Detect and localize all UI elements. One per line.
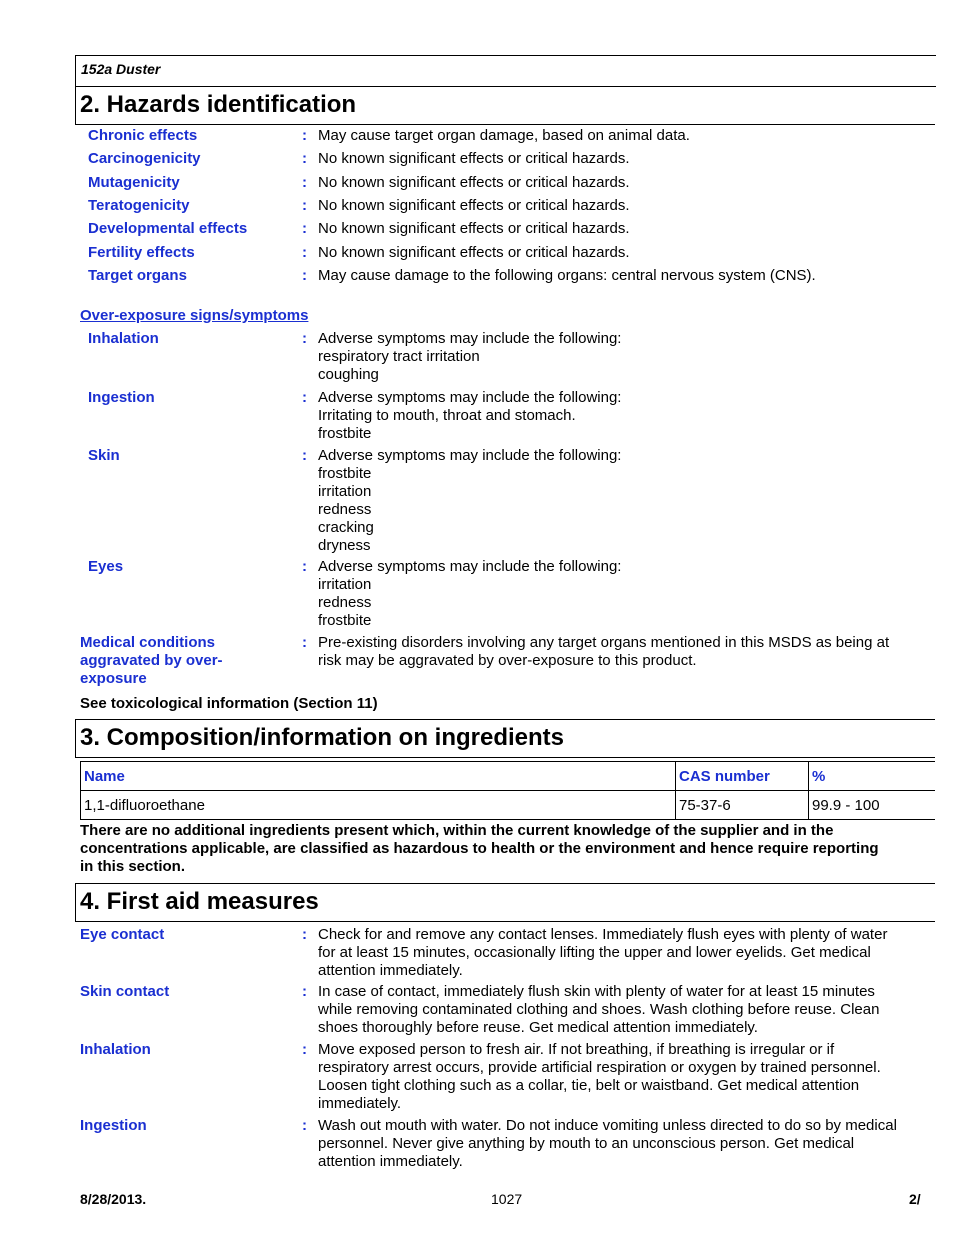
- symptom-line: dryness: [318, 537, 371, 554]
- colon: :: [302, 220, 307, 237]
- colon: :: [302, 197, 307, 214]
- section-4-title: 4. First aid measures: [80, 888, 319, 915]
- symptom-label-ingestion: Ingestion: [88, 389, 155, 406]
- first-aid-text: [318, 983, 928, 1037]
- symptom-line: Irritating to mouth, throat and stomach.: [318, 407, 576, 424]
- first-aid-text: [318, 926, 928, 980]
- colon: :: [302, 174, 307, 191]
- ingredients-note: [80, 822, 879, 876]
- colon: :: [302, 983, 307, 1000]
- col-percent: %: [809, 762, 936, 791]
- col-name: Name: [81, 762, 676, 791]
- symptom-line: frostbite: [318, 425, 372, 442]
- col-cas: CAS number: [676, 762, 809, 791]
- effect-label: Chronic effects: [88, 127, 198, 144]
- product-name: 152a Duster: [81, 61, 161, 77]
- first-aid-label-ingestion: Ingestion: [80, 1117, 147, 1134]
- colon: :: [302, 1117, 307, 1134]
- symptom-lines: [318, 330, 928, 384]
- symptom-lines: [318, 389, 928, 443]
- footer-page: 2/: [909, 1191, 921, 1207]
- overexposure-heading[interactable]: Over-exposure signs/symptoms: [80, 307, 309, 324]
- symptom-line: redness: [318, 501, 372, 518]
- symptom-line: irritation: [318, 483, 372, 500]
- symptom-label-inhalation: Inhalation: [88, 330, 159, 347]
- effect-value: No known significant effects or critical hazards.: [318, 220, 630, 237]
- colon: :: [302, 127, 307, 144]
- text-line: Wash out mouth with water. Do not induce vomiting unless directed to do so by medical: [318, 1117, 897, 1134]
- footer-number: 1027: [491, 1191, 523, 1207]
- colon: :: [302, 447, 307, 464]
- value-line: Pre-existing disorders involving any target organs mentioned in this MSDS as being at: [318, 634, 890, 651]
- table-row: [81, 791, 936, 820]
- text-line: shoes thoroughly before reuse. Get medical attention immediately.: [318, 1019, 758, 1036]
- colon: :: [302, 1041, 307, 1058]
- medical-conditions-value: [318, 634, 928, 670]
- cell-cas: 75-37-6: [676, 791, 809, 820]
- text-line: In case of contact, immediately flush skin with plenty of water for at least 15 minutes: [318, 983, 875, 1000]
- symptom-label-skin: Skin: [88, 447, 120, 464]
- first-aid-label-eye: Eye contact: [80, 926, 165, 943]
- colon: :: [302, 389, 307, 406]
- text-line: immediately.: [318, 1095, 402, 1112]
- footer-date: 8/28/2013.: [80, 1191, 147, 1207]
- text-line: Check for and remove any contact lenses. Immediately flush eyes with plenty of water: [318, 926, 888, 943]
- symptom-line: irritation: [318, 576, 372, 593]
- effect-label: Developmental effects: [88, 220, 248, 237]
- note-line: concentrations applicable, are classified as hazardous to health or the environment and hence require reporting: [80, 840, 879, 857]
- colon: :: [302, 330, 307, 347]
- note-line: in this section.: [80, 858, 186, 875]
- text-line: Loosen tight clothing such as a collar, tie, belt or waistband. Get medical attention: [318, 1077, 860, 1094]
- effect-label: Carcinogenicity: [88, 150, 201, 167]
- first-aid-text: [318, 1041, 928, 1113]
- first-aid-label-skin: Skin contact: [80, 983, 170, 1000]
- colon: :: [302, 634, 307, 651]
- text-line: for at least 15 minutes, occasionally lifting the upper and lower eyelids. Get medical: [318, 944, 871, 961]
- table-header-row: [81, 762, 936, 791]
- effect-label: Fertility effects: [88, 244, 195, 261]
- ingredients-table: [80, 761, 935, 820]
- symptom-lines: [318, 447, 928, 555]
- cell-percent: 99.9 - 100: [809, 791, 936, 820]
- symptom-label-eyes: Eyes: [88, 558, 124, 575]
- label-line: exposure: [80, 670, 147, 687]
- see-tox-note: See toxicological information (Section 11): [80, 695, 378, 712]
- symptom-line: Adverse symptoms may include the following:: [318, 558, 622, 575]
- symptom-line: frostbite: [318, 465, 372, 482]
- symptom-lines: [318, 558, 928, 630]
- value-line: risk may be aggravated by over-exposure to this product.: [318, 652, 697, 669]
- symptom-line: cracking: [318, 519, 374, 536]
- first-aid-label-inhalation: Inhalation: [80, 1041, 151, 1058]
- effect-value: May cause target organ damage, based on animal data.: [318, 127, 690, 144]
- effect-value: No known significant effects or critical hazards.: [318, 174, 630, 191]
- symptom-line: frostbite: [318, 612, 372, 629]
- cell-name: 1,1-difluoroethane: [81, 791, 676, 820]
- colon: :: [302, 558, 307, 575]
- text-line: respiratory arrest occurs, provide artificial respiration or oxygen by trained personnel.: [318, 1059, 881, 1076]
- symptom-line: redness: [318, 594, 372, 611]
- symptom-line: Adverse symptoms may include the following:: [318, 389, 622, 406]
- effect-value: No known significant effects or critical hazards.: [318, 150, 630, 167]
- colon: :: [302, 267, 307, 284]
- effect-label: Target organs: [88, 267, 187, 284]
- effect-label: Teratogenicity: [88, 197, 190, 214]
- medical-conditions-label: [80, 634, 223, 688]
- text-line: attention immediately.: [318, 1153, 463, 1170]
- text-line: attention immediately.: [318, 962, 463, 979]
- note-line: There are no additional ingredients present which, within the current knowledge of the supplier and in the: [80, 822, 834, 839]
- symptom-line: Adverse symptoms may include the following:: [318, 330, 622, 347]
- label-line: Medical conditions: [80, 634, 216, 651]
- section-2-title-bar: [75, 86, 935, 125]
- effect-value: May cause damage to the following organs: central nervous system (CNS).: [318, 267, 816, 284]
- symptom-line: respiratory tract irritation: [318, 348, 480, 365]
- section-4-title-bar: [75, 883, 935, 922]
- section-2-title: 2. Hazards identification: [80, 91, 357, 118]
- label-line: aggravated by over-: [80, 652, 223, 669]
- effect-label: Mutagenicity: [88, 174, 180, 191]
- colon: :: [302, 926, 307, 943]
- colon: :: [302, 150, 307, 167]
- symptom-line: Adverse symptoms may include the following:: [318, 447, 622, 464]
- text-line: while removing contaminated clothing and shoes. Wash clothing before reuse. Clean: [318, 1001, 880, 1018]
- effect-value: No known significant effects or critical hazards.: [318, 197, 630, 214]
- text-line: personnel. Never give anything by mouth to an unconscious person. Get medical: [318, 1135, 855, 1152]
- text-line: Move exposed person to fresh air. If not breathing, if breathing is irregular or if: [318, 1041, 835, 1058]
- symptom-line: coughing: [318, 366, 379, 383]
- section-3-title: 3. Composition/information on ingredients: [80, 724, 564, 751]
- effect-value: No known significant effects or critical hazards.: [318, 244, 630, 261]
- first-aid-text: [318, 1117, 928, 1171]
- section-3-title-bar: [75, 719, 935, 758]
- product-header: [75, 55, 936, 87]
- colon: :: [302, 244, 307, 261]
